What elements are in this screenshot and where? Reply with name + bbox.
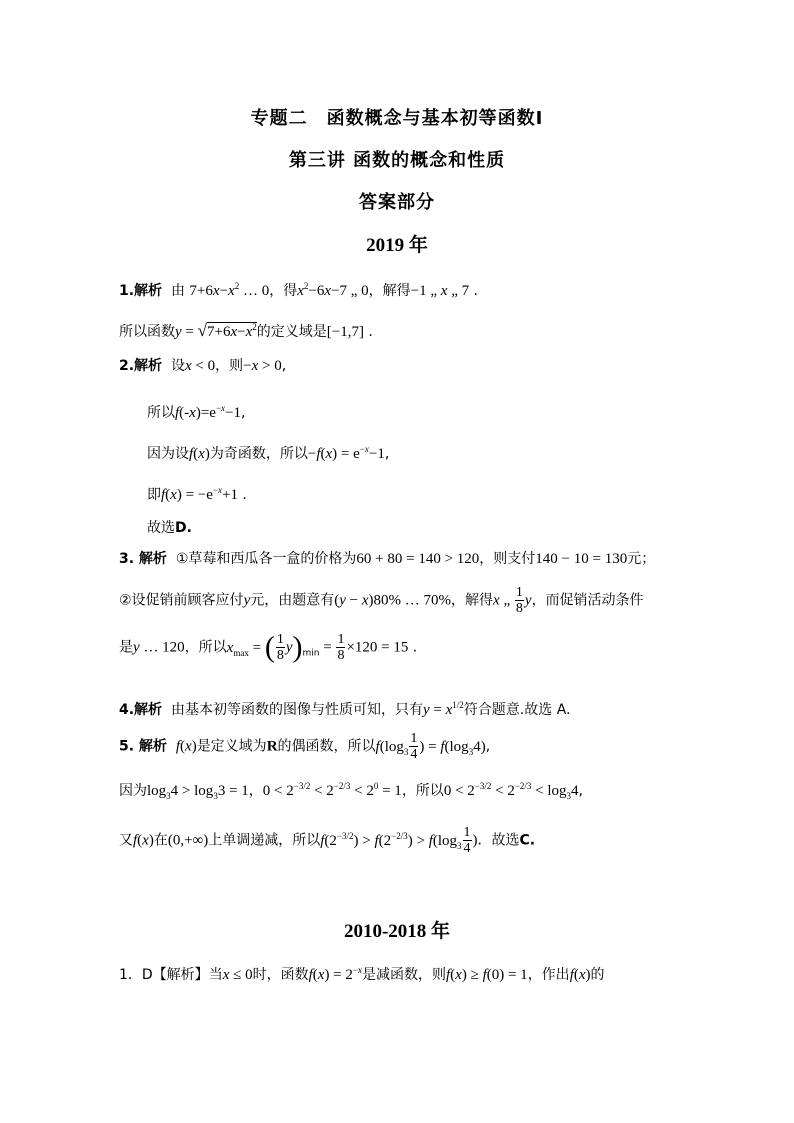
q2-line-2: 所以$f(-x)=e^{-x}-1$, [147, 403, 246, 421]
q2-line-5: 故选D. [147, 520, 192, 536]
q2-line-1: 2.解析 设x < 0，则−x > 0, [119, 358, 287, 374]
q5-line-1: 5. 解析 f(x)是定义域为R的偶函数，所以$f(\log_3$ $\frac{1}{4}$ ) = $f(\log_34)$, [119, 731, 491, 762]
document-title: 专题二 函数概念与基本初等函数Ⅰ [250, 108, 544, 129]
year-heading-2019: 2019 年 [366, 235, 428, 256]
q5-line-3: 又f(x)在(0,+∞)上单调递减，所以$f(2^{-3/2}) > f(2^{-2/3}) > f(\log_3$ $\frac{1}{4}$ )．故选C. [119, 825, 536, 856]
q1-line-1: 1.解析 由 $7+6x-x^2$ … 0，得$x^2-6x-7$ „ 0，解得−1 „ x „ 7 . [119, 281, 479, 299]
q1-line-2: 所以函数$y = √7+6x-x^2$的定义域是[−1,7] . [119, 321, 373, 340]
q4-line-1: 4.解析 由基本初等函数的图像与性质可知，只有$y = x^{1/2}$符合题意.故选 A. [119, 700, 571, 718]
q6-label: 1．D【解析】 [119, 967, 209, 983]
q2-label: 2.解析 [119, 358, 163, 374]
year-heading-2010-2018: 2010-2018 年 [343, 921, 451, 942]
section-title: 答案部分 [359, 192, 435, 213]
q2-line-4: 即$f(x) = -e^{-x}+1$ . [147, 485, 247, 503]
q3-line-1: 3. 解析 ①草莓和西瓜各一盒的价格为60 + 80 = 140 > 120，则支付140 − 10 = 130元； [119, 551, 656, 567]
q1-label: 1.解析 [119, 283, 163, 299]
q3-line-2: ②设促销前顾客应付y元，由题意有(y − x)80% … 70%，解得x „ $\frac{1}{8}$ y，而促销活动条件 [119, 585, 644, 616]
q6-line-1: 1．D【解析】当x ≤ 0时，函数$f(x) = 2^{-x}$是减函数，则f(x) ≥ f(0) = 1，作出f(x)的 [119, 965, 605, 983]
lecture-title: 第三讲 函数的概念和性质 [288, 150, 506, 171]
q4-label: 4.解析 [119, 702, 163, 718]
q5-line-2: 因为$\log_34 > \log_33 = 1$，$0 < 2^{-3/2} < 2^{-2/3} < 2^0 = 1$，所以$0 < 2^{-3/2} < 2^{-2/3} < \log_34$, [119, 781, 583, 801]
q3-label: 3. 解析 [119, 551, 167, 567]
q3-line-3: 是y … 120，所以$x_{max}$ = ( $\frac{1}{8}$ $y)_{min}$ = $\frac{1}{8}$ ×120 = 15 . [119, 630, 418, 664]
q5-label: 5. 解析 [119, 738, 167, 755]
q2-answer: D. [175, 520, 192, 536]
q5-answer: C. [519, 832, 536, 849]
q2-line-3: 因为设f(x)为奇函数，所以$-f(x) = e^{-x}-1$, [147, 444, 390, 462]
